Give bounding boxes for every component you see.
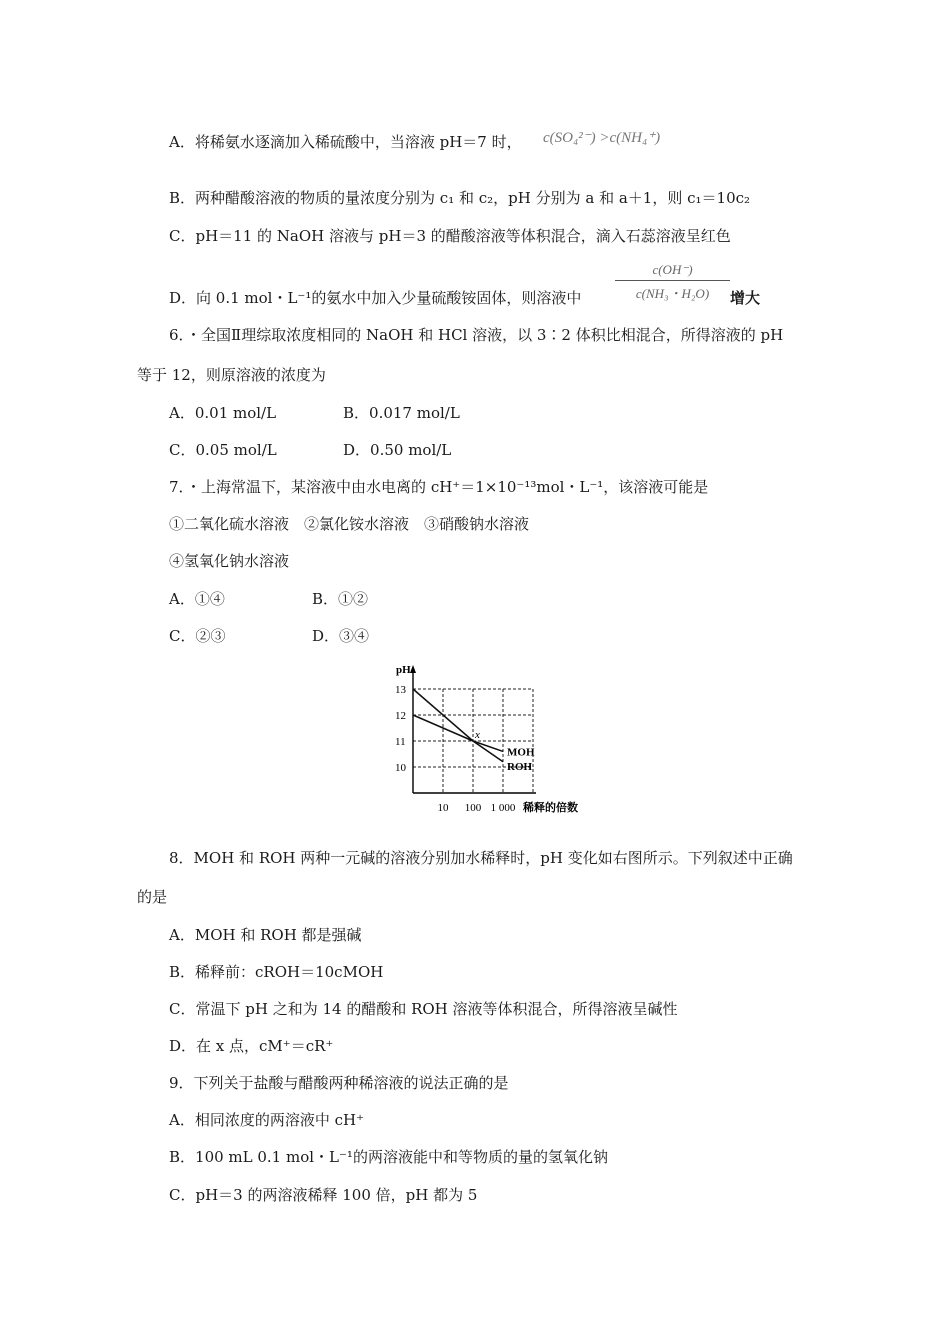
q7-stem-line1: 7．・上海常温下，某溶液中由水电离的 cH⁺＝1×10⁻¹³mol・L⁻¹，该溶液可能是 [169, 478, 709, 496]
series-label-roh: ROH [507, 760, 533, 773]
series-line-roh [413, 689, 503, 762]
y-tick-label: 13 [395, 684, 406, 696]
q7-option-c: C．②③ [169, 627, 226, 645]
q5-option-b: B．两种醋酸溶液的物质的量浓度分别为 c₁ 和 c₂，pH 分别为 a 和 a＋1，则 c₁＝10c₂ [169, 189, 751, 207]
q7-option-a: A．①④ [169, 590, 225, 608]
q7-option-b: B．①② [312, 590, 369, 608]
x-axis-label: 稀释的倍数 [523, 801, 578, 814]
q5-option-a: A．将稀氨水逐滴加入稀硫酸中，当溶液 pH＝7 时， [169, 133, 522, 151]
series-label-moh: MOH [507, 746, 535, 759]
y-tick-label: 12 [395, 710, 406, 722]
q8-option-b: B．稀释前：cROH＝10cMOH [169, 963, 384, 981]
q9-option-c: C．pH＝3 的两溶液稀释 100 倍，pH 都为 5 [169, 1186, 478, 1204]
q5-option-d-end: 增大 [730, 289, 761, 307]
y-axis-label: pH [396, 664, 411, 676]
q9-option-b: B．100 mL 0.1 mol・L⁻¹的两溶液能中和等物质的量的氢氧化钠 [169, 1148, 608, 1166]
q9-stem: 9．下列关于盐酸与醋酸两种稀溶液的说法正确的是 [169, 1074, 509, 1092]
q6-stem-line1: 6．・全国Ⅱ理综取浓度相同的 NaOH 和 HCl 溶液，以 3∶2 体积比相混合，所得溶液的 pH [169, 326, 784, 344]
fraction-bar [615, 280, 730, 281]
x-tick-label: 1 000 [490, 802, 516, 814]
q6-option-a: A．0.01 mol/L [169, 404, 277, 422]
q5-fraction [615, 262, 730, 302]
q5-fraction-denominator: c(NH₃・H₂O) [635, 286, 710, 301]
series-line-moh [413, 715, 503, 751]
q7-stem-line3: ④氢氧化钠水溶液 [169, 552, 290, 570]
intersection-label: x [475, 729, 480, 741]
q8-stem-line2: 的是 [137, 888, 168, 906]
q6-stem-line2: 等于 12，则原溶液的浓度为 [137, 366, 326, 384]
ph-dilution-chart [388, 660, 618, 818]
q8-option-a: A．MOH 和 ROH 都是强碱 [169, 926, 362, 944]
q9-option-a: A．相同浓度的两溶液中 cH⁺ [169, 1111, 365, 1129]
y-tick-label: 11 [395, 736, 406, 748]
x-tick-label: 10 [437, 802, 449, 814]
q8-option-c: C．常温下 pH 之和为 14 的醋酸和 ROH 溶液等体积混合，所得溶液呈碱性 [169, 1000, 678, 1018]
q5-option-c: C．pH＝11 的 NaOH 溶液与 pH＝3 的醋酸溶液等体积混合，滴入石蕊溶液呈红色 [169, 227, 731, 245]
q6-option-c: C．0.05 mol/L [169, 441, 277, 459]
q5-option-d: D．向 0.1 mol・L⁻¹的氨水中加入少量硫酸铵固体，则溶液中 [169, 289, 582, 307]
q7-stem-line2: ①二氧化硫水溶液 ②氯化铵水溶液 ③硝酸钠水溶液 [169, 515, 530, 533]
y-tick-label: 10 [395, 762, 406, 774]
x-tick-label: 100 [464, 802, 482, 814]
q7-option-d: D．③④ [312, 627, 370, 645]
q5-option-a-formula: c(SO₄²⁻) >c(NH₄⁺) [543, 130, 661, 146]
q6-option-b: B．0.017 mol/L [343, 404, 460, 422]
q8-option-d: D．在 x 点，cM⁺＝cR⁺ [169, 1037, 334, 1055]
q5-fraction-numerator: c(OH⁻) [652, 262, 693, 277]
q6-option-d: D．0.50 mol/L [343, 441, 452, 459]
q8-stem-line1: 8．MOH 和 ROH 两种一元碱的溶液分别加水稀释时，pH 变化如右图所示。下列叙述中正确 [169, 849, 793, 867]
y-axis-arrow [410, 665, 416, 673]
